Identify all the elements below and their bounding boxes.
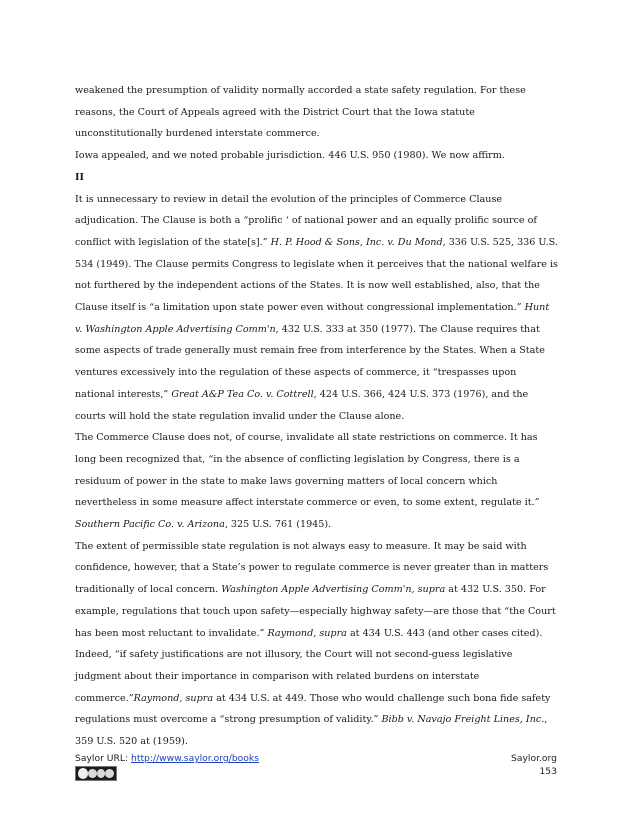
footer-label: Saylor URL:	[75, 753, 132, 764]
case-citation: Great A&P Tea Co. v. Cottrell	[171, 388, 314, 400]
footer-source	[75, 753, 259, 764]
paragraph	[75, 536, 558, 753]
saylor-books-link[interactable]: http://www.saylor.org/books	[131, 753, 260, 764]
text-run: II	[75, 171, 84, 183]
case-citation: Hunt v. Washington Apple Advertising Comm'n	[75, 302, 550, 335]
footer-site: Saylor.org	[511, 753, 557, 764]
text-run: , 359 U.S. 520 at (1959).	[75, 714, 548, 748]
case-citation: Raymond, supra	[133, 692, 214, 704]
page-number: 153	[539, 765, 557, 777]
text-run: , 325 U.S. 761 (1945).	[224, 519, 332, 531]
text-run: The extent of permissible state regulation is not always easy to measure. It may be said with confidence, however, that a State’s power to regulate commerce is never greater than in matters traditionally of local concern.	[75, 540, 549, 596]
case-citation: H. P. Hood & Sons, Inc. v. Du Mond	[270, 236, 443, 248]
case-citation: Southern Pacific Co. v. Arizona	[75, 519, 225, 531]
paragraph	[75, 189, 558, 428]
case-citation: Bibb v. Navajo Freight Lines, Inc.	[381, 714, 545, 726]
paragraph	[75, 427, 558, 536]
text-run: , 432 U.S. 333 at 350 (1977). The Clause requires that some aspects of trade generally must remain free from interference by the States. When a State ventures excessively into the regulation of these aspects of commerce, it “trespasses upon national interests,”	[75, 323, 545, 400]
text-run: at 434 U.S. at 449. Those who would challenge such bona fide safety regulations must overcome a “strong presumption of validity.”	[75, 692, 551, 726]
creative-commons-license-icon	[75, 766, 117, 781]
text-run: The Commerce Clause does not, of course, invalidate all state restrictions on commerce. It has long been recognized that, “in the absence of conflicting legislation by Congress, there is a residuum of power in the state to make laws governing matters of local concern which nevertheless in some measure affect interstate commerce or even, to some extent, regulate it.”	[75, 432, 540, 509]
document-body	[75, 80, 558, 753]
case-citation: Washington Apple Advertising Comm'n, supra	[221, 584, 446, 596]
text-run: at 432 U.S. 350. For example, regulations that touch upon safety—especially highway safety—are those that “the Court has been most reluctant to invalidate.”	[75, 584, 556, 639]
case-citation: Raymond, supra	[267, 627, 347, 639]
footer-right	[511, 753, 557, 778]
paragraph	[75, 80, 558, 145]
paragraph	[75, 145, 558, 167]
section-heading	[75, 167, 558, 189]
text-run: It is unnecessary to review in detail the evolution of the principles of Commerce Clause adjudication. The Clause is both a “prolific ‘ of national power and an equally prolific source of conflict with legislation of the state[s].”	[75, 193, 537, 248]
text-run: weakened the presumption of validity normally accorded a state safety regulation. For these reasons, the Court of Appeals agreed with the District Court that the Iowa statute unconstitutionally burdened interstate commerce.	[75, 85, 526, 140]
text-run: , 424 U.S. 366, 424 U.S. 373 (1976), and the courts will hold the state regulation invalid under the Clause alone.	[75, 388, 529, 422]
text-run: , 336 U.S. 525, 336 U.S. 534 (1949). The Clause permits Congress to legislate when it perceives that the national welfare is not furthered by the independent actions of the States. It is now well established, also, that the Clause itself is “a limitation upon state power even without congressional implementation.”	[75, 236, 558, 314]
text-run: at 434 U.S. 443 (and other cases cited). Indeed, “if safety justifications are not illusory, the Court will not second-guess legislative judgment about their importance in comparison with related burdens on interstate commerce.”	[75, 627, 543, 704]
text-run: Iowa appealed, and we noted probable jurisdiction. 446 U.S. 950 (1980). We now affirm.	[75, 150, 505, 162]
